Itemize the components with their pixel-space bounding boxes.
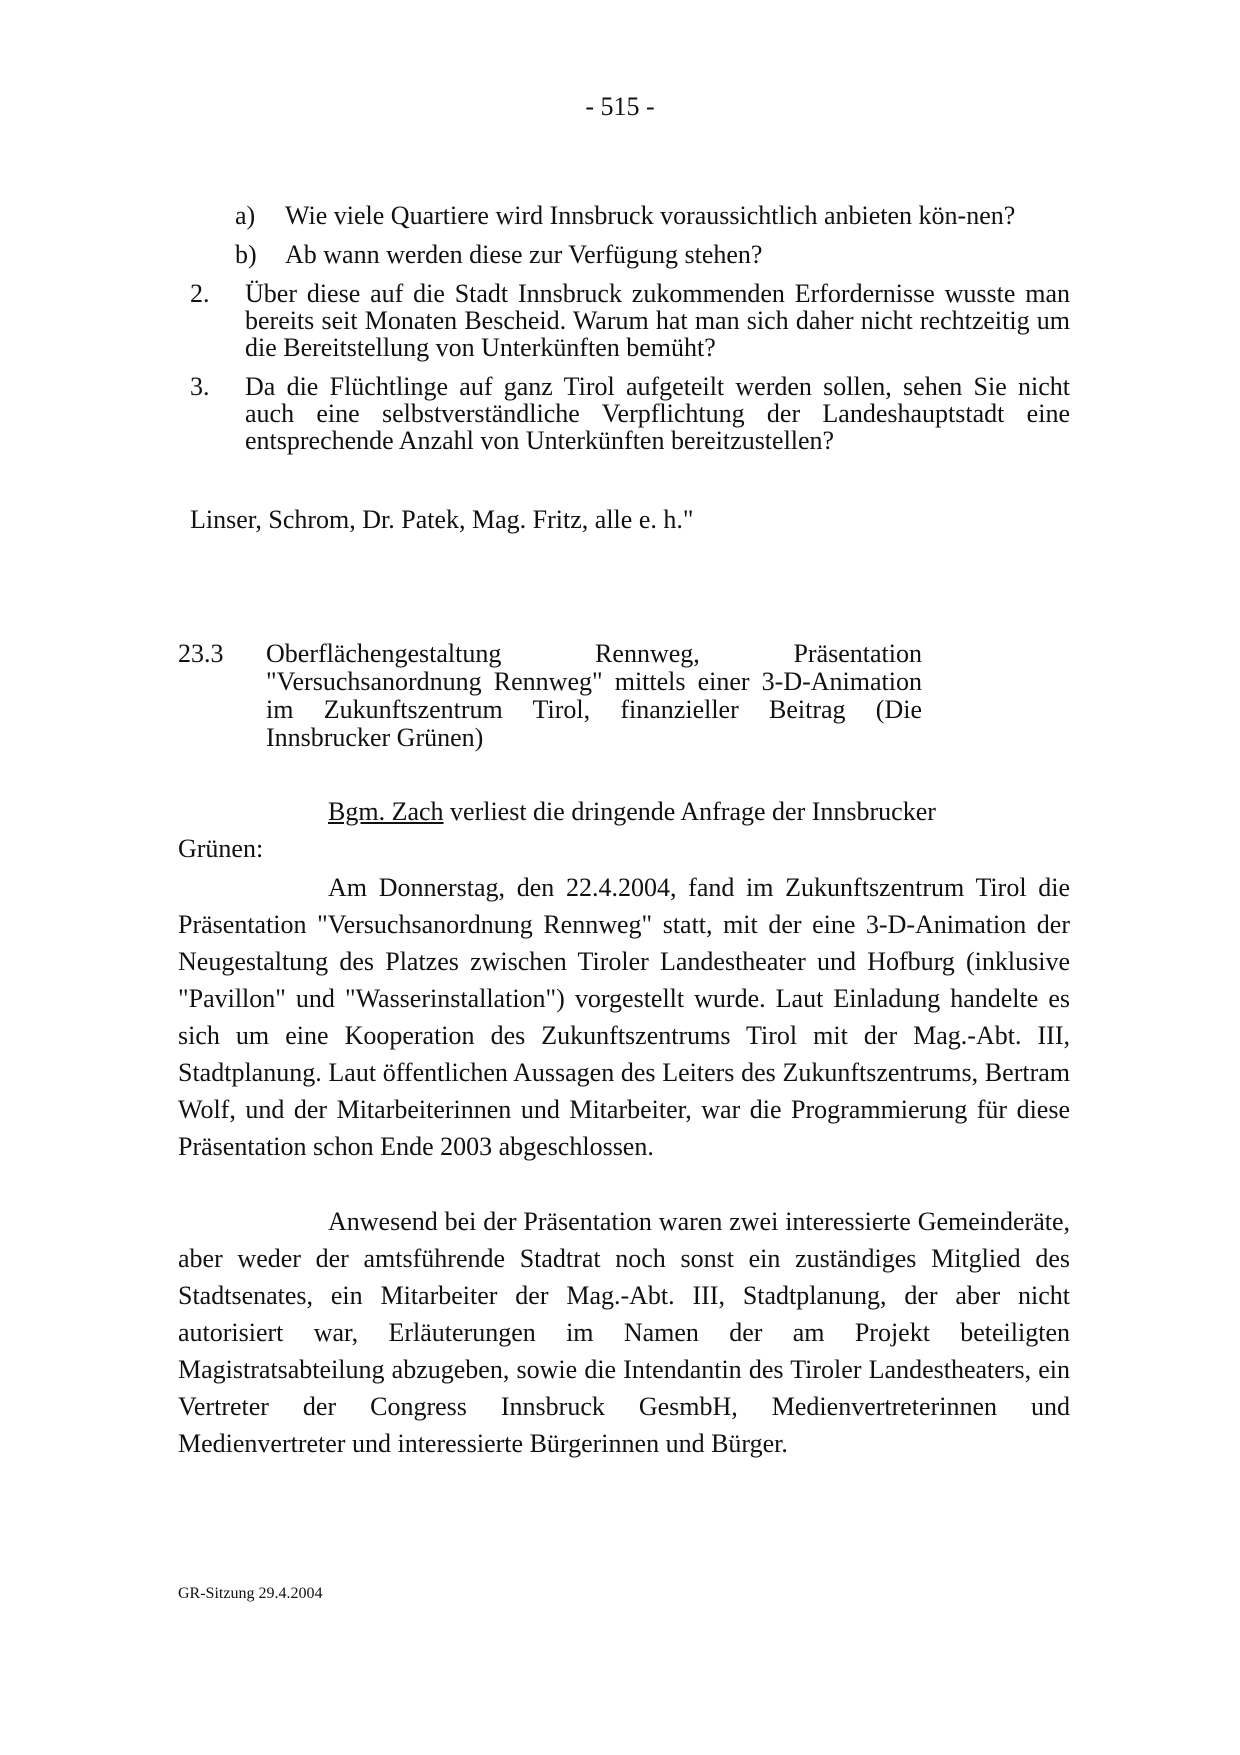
agenda-item [178,640,922,752]
question-item-2 [180,280,1070,361]
signers-line: Linser, Schrom, Dr. Patek, Mag. Fritz, alle e. h." [190,505,694,534]
intro-text: verliest die dringende Anfrage der Innsbrucker [443,797,936,826]
question-item-3 [180,373,1070,454]
paragraph-text: Am Donnerstag, den 22.4.2004, fand im Zukunftszentrum Tirol die Präsentation "Versuchsanordnung Rennweg" statt, mit der eine 3-D-Animation der Neugestaltung des Platzes zwischen Tiroler Landestheater und Hofburg (inklusive "Pavillon" und "Wasserinstallation") vorgestellt wurde. Laut Einladung handelte es sich um eine Kooperation des Zukunftszentrums Tirol mit der Mag.-Abt. III, Stadtplanung. Laut öffentlichen Aussagen des Leiters des Zukunftszentrums, Bertram Wolf, und der Mitarbeiterinnen und Mitarbeiter, war die Programmierung für diese Präsentation schon Ende 2003 abgeschlossen. [178,873,1070,1161]
question-list [180,202,1070,466]
list-marker: 2. [190,279,210,308]
body-paragraph-2 [178,1203,1070,1462]
paragraph-text: Anwesend bei der Präsentation waren zwei interessierte Gemeinderäte, aber weder der amtsführende Stadtrat noch sonst ein zuständiges Mitglied des Stadtsenates, ein Mitarbeiter der Mag.-Abt. III, Stadtplanung, der aber nicht autorisiert war, Erläuterungen im Namen der am Projekt beteiligten Magistratsabteilung abzugeben, sowie die Intendantin des Tiroler Landestheaters, ein Vertreter der Congress Innsbruck GesmbH, Medienvertreterinnen und Medienvertreter und interessierte Bürgerinnen und Bürger. [178,1207,1070,1458]
page-number: - 515 - [585,92,655,121]
intro-statement [178,793,1070,867]
question-text: Über diese auf die Stadt Innsbruck zukommenden Erfordernisse wusste man bereits seit Monaten Bescheid. Warum hat man sich daher nicht rechtzeitig um die Bereitstellung von Unterkünften bemüht? [245,279,1070,362]
question-text: Ab wann werden diese zur Verfügung stehen? [285,240,763,269]
intro-line [178,793,1070,830]
question-text: Da die Flüchtlinge auf ganz Tirol aufgeteilt werden sollen, sehen Sie nicht auch eine selbstverständliche Verpflichtung der Landeshauptstadt eine entsprechende Anzahl von Unterkünften bereitzustellen? [245,372,1070,455]
intro-line-2: Grünen: [178,834,264,863]
list-marker: a) [235,201,256,230]
agenda-item-title: Oberflächengestaltung Rennweg, Präsentation "Versuchsanordnung Rennweg" mittels einer 3-D-Animation im Zukunftszentrum Tirol, finanzieller Beitrag (Die Innsbrucker Grünen) [266,639,922,752]
list-marker: b) [235,240,257,269]
body-paragraph-1 [178,869,1070,1165]
question-sub-item-b [180,241,1070,268]
agenda-item-number: 23.3 [178,639,224,668]
question-text: Wie viele Quartiere wird Innsbruck voraussichtlich anbieten kön-nen? [285,201,1016,230]
page-footer: GR-Sitzung 29.4.2004 [178,1585,323,1602]
speaker-name: Bgm. Zach [328,797,444,826]
list-marker: 3. [190,372,210,401]
question-sub-item-a [180,202,1070,229]
